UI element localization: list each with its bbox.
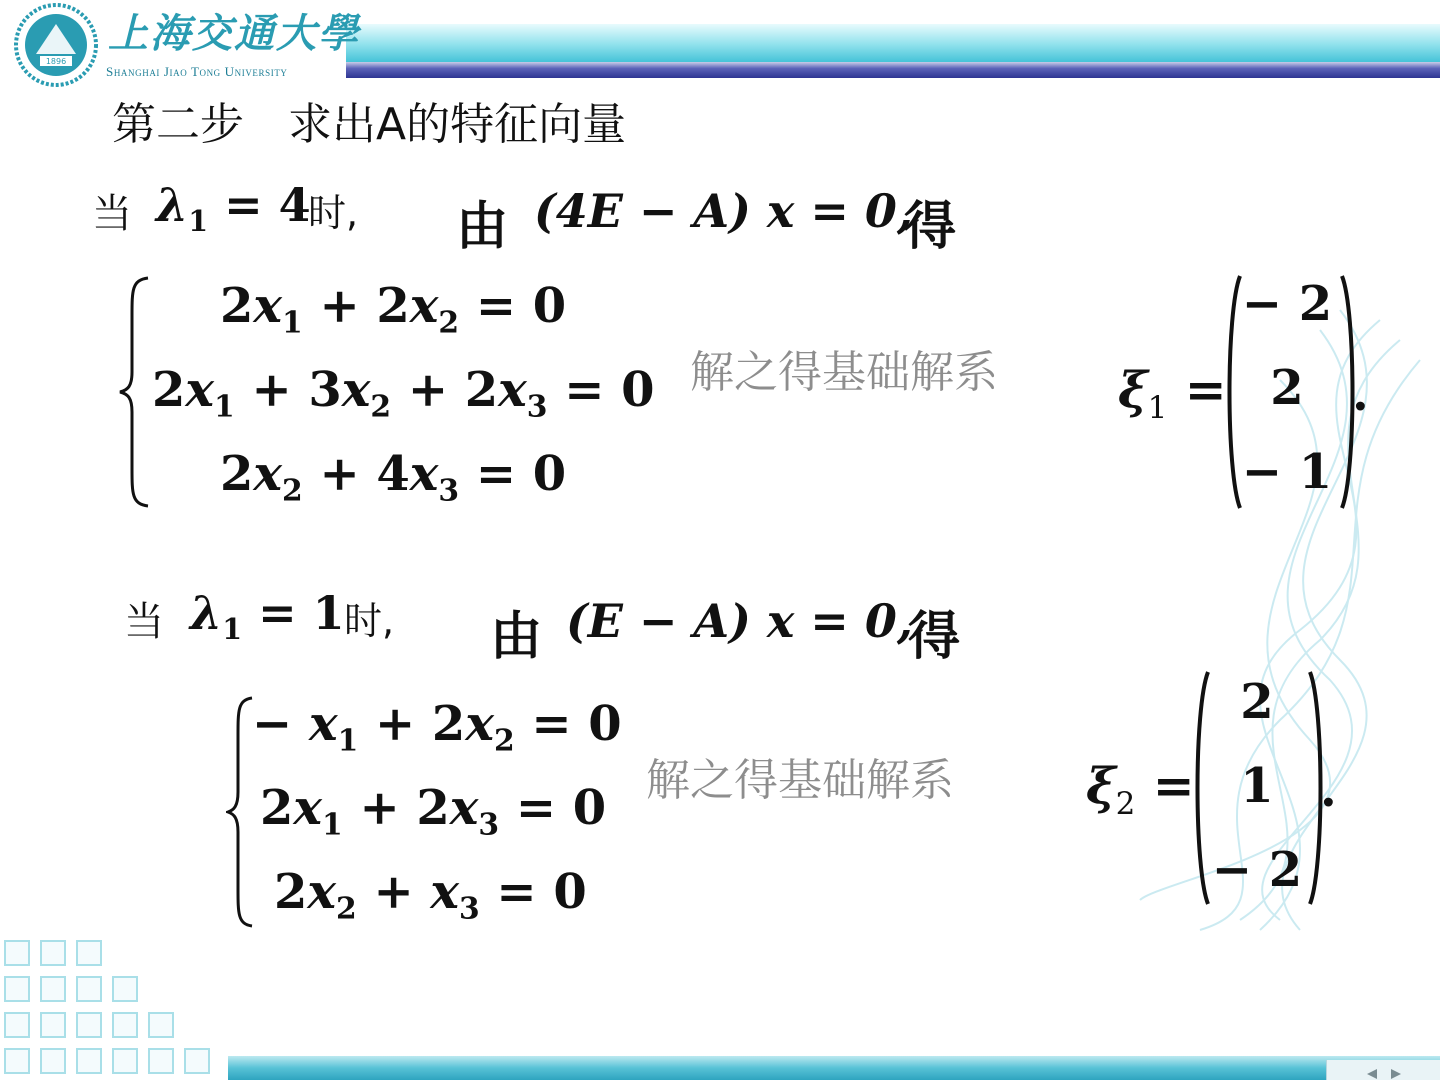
case2-lambda-expression: $\lambda_1 = 1$ — [190, 586, 345, 646]
footer-bar — [228, 1056, 1440, 1080]
case1-de: 得 — [904, 197, 957, 257]
case2-xi-label: $\xi_2$ = — [1086, 756, 1195, 822]
case1-solve-text: 解之得基础解系 — [690, 347, 998, 398]
slide-navigation[interactable] — [1326, 1060, 1440, 1080]
lambda-symbol: λ — [156, 178, 189, 232]
svg-text:1896: 1896 — [45, 57, 67, 66]
logo-english-name: Shanghai Jiao Tong University — [106, 64, 288, 79]
case1-xi-label: $\xi_1$ = — [1118, 360, 1227, 426]
lambda-subscript: 1 — [188, 203, 209, 238]
next-slide-icon[interactable] — [1389, 1068, 1403, 1080]
case1-equation-3: $2x_2 + 4x_3 = 0$ — [220, 446, 567, 509]
case1-system-equation: (4E − A) x = 0, — [534, 184, 913, 238]
case2-solve-text: 解之得基础解系 — [646, 755, 954, 806]
case1-left-brace — [118, 276, 152, 508]
header-band — [346, 24, 1440, 62]
case2-system-equation: (E − A) x = 0, — [566, 594, 913, 648]
header-line — [346, 62, 1440, 78]
case1-period: . — [1352, 366, 1369, 422]
case2-vector-entry-1: 2 — [1240, 674, 1274, 730]
case2-de: 得 — [908, 607, 961, 667]
case2-period: . — [1320, 762, 1337, 818]
prev-slide-icon[interactable] — [1365, 1068, 1379, 1080]
case2-equation-3: $2x_2 + x_3 = 0$ — [274, 864, 587, 927]
case2-equation-1: − $x_1 + 2x_2 = 0$ — [252, 696, 622, 759]
decorative-square-grid — [0, 936, 226, 1080]
case1-when: 当 — [92, 191, 132, 237]
case1-equation-2: $2x_1 + 3x_2 + 2x_3 = 0$ — [152, 362, 655, 425]
case1-equation-1: $2x_1 + 2x_2 = 0$ — [220, 278, 567, 341]
case1-vector-entry-2: 2 — [1270, 360, 1304, 416]
case2-vector-entry-3: − 2 — [1211, 842, 1303, 898]
lambda-value: = 4 — [224, 178, 311, 232]
case2-vector-entry-2: 1 — [1240, 758, 1274, 814]
logo-chinese-name: 上海交通大學 — [108, 10, 360, 57]
case1-you: 由 — [456, 197, 509, 257]
case1-vector-entry-1: − 2 — [1241, 276, 1333, 332]
university-seal-icon — [10, 2, 102, 88]
page-title: 第二步 求出A的特征向量 — [112, 99, 627, 150]
case2-when: 当 — [124, 599, 164, 645]
case1-shi: 时, — [308, 191, 359, 235]
case2-shi: 时, — [344, 599, 395, 643]
case1-lambda-expression — [156, 178, 311, 238]
case1-vector-entry-3: − 1 — [1241, 444, 1333, 500]
case2-equation-2: $2x_1 + 2x_3 = 0$ — [260, 780, 607, 843]
case2-you: 由 — [490, 607, 543, 667]
